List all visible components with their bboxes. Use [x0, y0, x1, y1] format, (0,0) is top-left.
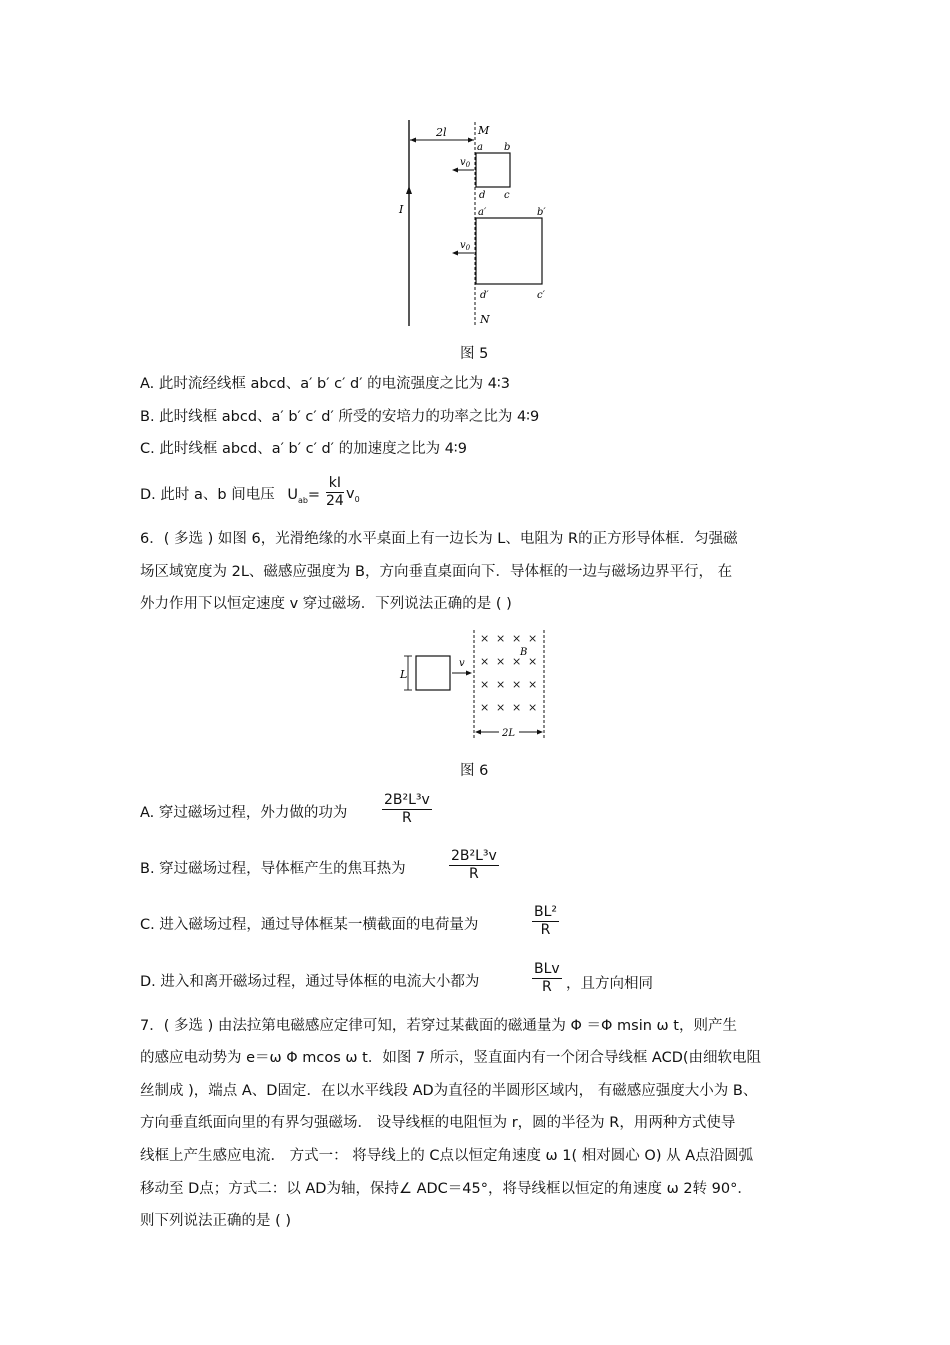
fig5-M-label: M — [478, 124, 490, 137]
svg-text:×: × — [512, 678, 522, 691]
q7-stem-line5: 线框上产生感应电流． 方式一： 将导线上的 C点以恒定角速度 ω 1( 相对圆心 O) 从 A点沿圆弧 — [140, 1148, 754, 1164]
q7-stem-line4: 方向垂直纸面向里的有界匀强磁场． 设导线框的电阻恒为 r，圆的半径为 R，用两种方式使导 — [140, 1115, 736, 1131]
fig5-c2-label: c′ — [537, 290, 545, 301]
svg-text:×: × — [480, 678, 490, 691]
fig5-b2-label: b′ — [537, 207, 546, 218]
q6-option-b: B. 穿过磁场过程，导体框产生的焦耳热为 — [140, 861, 406, 877]
fig6-width-label: 2L — [502, 728, 516, 739]
svg-text:×: × — [480, 701, 490, 714]
svg-text:×: × — [496, 701, 506, 714]
figure-6-diagram — [396, 628, 556, 742]
q7-stem-line3: 丝制成 )，端点 A、D固定．在以水平线段 AD为直径的半圆形区域内， 有磁感应强度大小为 B、 — [140, 1083, 758, 1099]
fig6-v-label: v — [459, 658, 465, 669]
q6-option-c-fraction: BL² R — [534, 904, 558, 938]
figure-5 — [396, 118, 556, 330]
q5-option-d — [140, 485, 320, 511]
figure-5-diagram — [396, 118, 556, 330]
q6-option-d: D. 进入和离开磁场过程，通过导体框的电流大小都为 — [140, 974, 480, 990]
svg-text:×: × — [528, 655, 538, 668]
q6-option-c: C. 进入磁场过程，通过导体框某一横截面的电荷量为 — [140, 917, 479, 933]
fig6-B-label: B — [520, 647, 528, 658]
figure-5-caption: 图 5 — [460, 346, 489, 362]
svg-text:×: × — [512, 701, 522, 714]
svg-text:×: × — [512, 655, 522, 668]
fig5-v0-top-label: $v_0$ — [460, 157, 471, 169]
svg-text:×: × — [496, 632, 506, 645]
q7-stem-line2: 的感应电动势为 e＝ω Φ mcos ω t．如图 7 所示，竖直面内有一个闭合导线框 ACD(由细软电阻 — [140, 1050, 762, 1066]
q5-option-d-sub: ab — [297, 495, 308, 505]
q5-option-c: C. 此时线框 abcd、a′ b′ c′ d′ 的加速度之比为 4∶9 — [140, 441, 467, 457]
q5-option-d-num: kI — [328, 475, 342, 491]
q5-option-d-u: U — [287, 487, 298, 503]
fig5-N-label: N — [480, 313, 490, 326]
svg-text:×: × — [480, 655, 490, 668]
svg-text:×: × — [496, 678, 506, 691]
q6-option-d-tail: ，且方向相同 — [566, 976, 653, 992]
q5-option-d-eq: = — [307, 487, 321, 503]
svg-text:×: × — [528, 678, 538, 691]
fig5-len-label: 2l — [436, 126, 447, 139]
q7-stem-line7: 则下列说法正确的是 ( ) — [140, 1213, 292, 1229]
svg-text:×: × — [512, 632, 522, 645]
figure-6 — [396, 628, 556, 742]
q5-option-d-text: D. 此时 a、b 间电压 — [140, 487, 275, 503]
fig5-d-label: d — [479, 190, 486, 201]
fig5-a2-label: a′ — [478, 207, 487, 218]
svg-text:×: × — [480, 632, 490, 645]
q5-option-d-tail: $v_0$ — [346, 486, 360, 504]
fig5-v0-bot-label: $v_0$ — [460, 240, 471, 252]
q6-stem-line3: 外力作用下以恒定速度 v 穿过磁场．下列说法正确的是 ( ) — [140, 596, 512, 612]
fig5-c-label: c — [504, 190, 510, 201]
q5-option-d-fraction — [326, 475, 344, 510]
svg-text:×: × — [496, 655, 506, 668]
fig6-L-label: L — [400, 668, 408, 681]
fig6-field-crosses — [480, 632, 537, 714]
figure-6-caption: 图 6 — [460, 763, 489, 779]
q6-option-a: A. 穿过磁场过程，外力做的功为 — [140, 805, 348, 821]
fig5-I-label: I — [399, 203, 404, 216]
svg-text:×: × — [528, 701, 538, 714]
fig5-a-label: a — [477, 142, 483, 153]
fig5-b-label: b — [504, 142, 511, 153]
fig5-d2-label: d′ — [480, 290, 489, 301]
q5-option-d-den: 24 — [326, 493, 344, 509]
q5-option-a: A. 此时流经线框 abcd、a′ b′ c′ d′ 的电流强度之比为 4∶3 — [140, 376, 510, 392]
q7-stem-line1: 7．( 多选 ) 由法拉第电磁感应定律可知，若穿过某截面的磁通量为 Φ ＝Φ msin ω t，则产生 — [140, 1018, 737, 1034]
q6-option-b-fraction: 2B²L³v R — [451, 848, 497, 882]
q7-stem-line6: 移动至 D点；方式二：以 AD为轴，保持∠ ADC＝45°，将导线框以恒定的角速度 ω 2转 90°． — [140, 1181, 752, 1197]
svg-text:×: × — [528, 632, 538, 645]
q6-option-d-fraction: BLv R — [534, 961, 560, 995]
q6-option-a-fraction: 2B²L³v R — [384, 792, 430, 826]
q5-option-b: B. 此时线框 abcd、a′ b′ c′ d′ 所受的安培力的功率之比为 4∶9 — [140, 409, 540, 425]
q6-stem-line2: 场区域宽度为 2L、磁感应强度为 B，方向垂直桌面向下．导体框的一边与磁场边界平行， 在 — [140, 564, 733, 580]
q6-stem-line1: 6．( 多选 ) 如图 6，光滑绝缘的水平桌面上有一边长为 L、电阻为 R的正方形导体框．匀强磁 — [140, 531, 738, 547]
